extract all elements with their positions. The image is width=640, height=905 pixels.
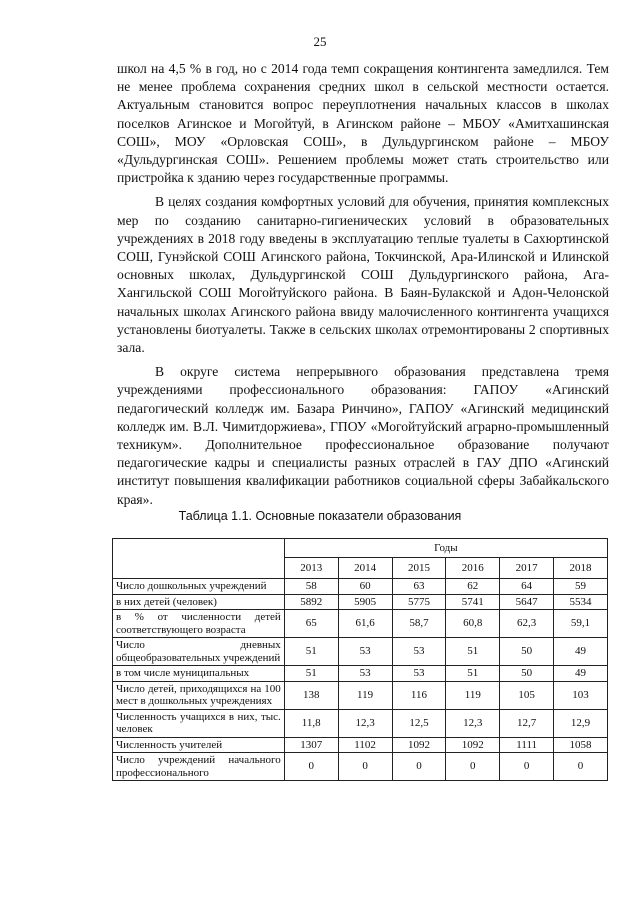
table-row — [113, 579, 608, 595]
table-cell: 60 — [338, 579, 392, 595]
row-label: Число дневных общеобразовательных учреждений — [113, 638, 285, 666]
table-cell: 51 — [446, 638, 500, 666]
body-text — [117, 60, 609, 509]
table-row — [113, 681, 608, 709]
year-header: 2018 — [554, 558, 608, 579]
table-cell: 62,3 — [500, 610, 554, 638]
table-cell: 63 — [392, 579, 446, 595]
table-cell: 1307 — [284, 737, 338, 753]
page-number: 25 — [313, 34, 327, 49]
table-cell: 12,3 — [338, 709, 392, 737]
table-cell: 59,1 — [554, 610, 608, 638]
row-label: в них детей (человек) — [113, 594, 285, 610]
row-label: Численность учащихся в них, тыс. человек — [113, 709, 285, 737]
table-cell: 51 — [446, 666, 500, 682]
table-cell: 64 — [500, 579, 554, 595]
table-cell: 49 — [554, 666, 608, 682]
table-cell: 0 — [500, 753, 554, 781]
table-cell: 0 — [338, 753, 392, 781]
table-cell: 1092 — [446, 737, 500, 753]
table-cell: 5741 — [446, 594, 500, 610]
year-header: 2016 — [446, 558, 500, 579]
table-cell: 12,9 — [554, 709, 608, 737]
year-header: 2017 — [500, 558, 554, 579]
table-cell: 119 — [338, 681, 392, 709]
table-cell: 5534 — [554, 594, 608, 610]
table-cell: 12,7 — [500, 709, 554, 737]
table-cell: 51 — [284, 666, 338, 682]
table-cell: 5775 — [392, 594, 446, 610]
paragraph: школ на 4,5 % в год, но с 2014 года темп сокращения контингента замедлился. Тем не менее проблема сохранения средних школ в сельской местности остается. Актуальным становится вопрос переуплотнения начальных классов в школах поселков Агинское и Могойтуй, в Агинском районе – МБОУ «Амитхашинская СОШ», МОУ «Орловская СОШ», в Дульдургинском районе – МБОУ «Дульдургинская СОШ». Решением проблемы может стать строительство или пристройка к зданию через государственные программы. — [117, 61, 609, 186]
table-cell: 53 — [392, 638, 446, 666]
table-cell: 1092 — [392, 737, 446, 753]
table-cell: 50 — [500, 666, 554, 682]
table-row — [113, 610, 608, 638]
table-cell: 0 — [284, 753, 338, 781]
table-cell: 116 — [392, 681, 446, 709]
table-cell: 53 — [392, 666, 446, 682]
year-header: 2015 — [392, 558, 446, 579]
table-body — [113, 579, 608, 781]
table-title: Таблица 1.1. Основные показатели образования — [178, 509, 462, 523]
table-cell: 58 — [284, 579, 338, 595]
row-label: в % от численности детей соответствующего возраста — [113, 610, 285, 638]
table-cell: 65 — [284, 610, 338, 638]
table-cell: 12,3 — [446, 709, 500, 737]
table-cell: 53 — [338, 666, 392, 682]
paragraph: В округе система непрерывного образования представлена тремя учреждениями профессионального образования: ГАПОУ «Агинский педагогический колледж им. Базара Ринчино», ГАПОУ «Агинский медицинский колледж им. В.Л. Чимитдоржиева», ГПОУ «Могойтуйский аграрно-промышленный техникум». Дополнительное профессиональное образование получают педагогические кадры и специалисты разных отраслей в ГАУ ДПО «Агинский институт повышения квалификации работников социальной сферы Забайкальского края». — [117, 364, 609, 507]
table-cell: 5905 — [338, 594, 392, 610]
paragraph: В целях создания комфортных условий для обучения, принятия комплексных мер по созданию санитарно-гигиенических условий в образовательных учреждениях в 2018 году введены в эксплуатацию теплые туалеты в Сахюртинской СОШ, Гунэйской СОШ Агинского района, Токчинской, Ара-Илинской и Илинской основных школах, Дульдургинской СОШ Дульдургинского района, Ага-Хангильской СОШ Могойтуйского района. В Баян-Булакской и Адон-Челонской начальных школах Агинского района ввиду малочисленного контингента учащихся установлены биотуалеты. Также в сельских школах отремонтированы 2 спортивных зала. — [117, 194, 609, 356]
row-label: Число дошкольных учреждений — [113, 579, 285, 595]
table-cell: 61,6 — [338, 610, 392, 638]
table-row — [113, 709, 608, 737]
table-cell: 60,8 — [446, 610, 500, 638]
row-label: Численность учителей — [113, 737, 285, 753]
year-header: 2014 — [338, 558, 392, 579]
table-cell: 58,7 — [392, 610, 446, 638]
table-row — [113, 638, 608, 666]
year-header: 2013 — [284, 558, 338, 579]
table-row — [113, 594, 608, 610]
table-cell: 138 — [284, 681, 338, 709]
table-cell: 1102 — [338, 737, 392, 753]
table-cell: 5892 — [284, 594, 338, 610]
table-cell: 1111 — [500, 737, 554, 753]
table-corner-cell — [113, 539, 285, 579]
education-indicators-table — [112, 538, 608, 781]
table-cell: 103 — [554, 681, 608, 709]
row-label: в том числе муниципальных — [113, 666, 285, 682]
table-row — [113, 666, 608, 682]
table-cell: 51 — [284, 638, 338, 666]
table-cell: 11,8 — [284, 709, 338, 737]
row-label: Число учреждений начального профессионального — [113, 753, 285, 781]
table-cell: 62 — [446, 579, 500, 595]
table-cell: 59 — [554, 579, 608, 595]
table-cell: 0 — [392, 753, 446, 781]
table-cell: 119 — [446, 681, 500, 709]
table-cell: 105 — [500, 681, 554, 709]
years-header: Годы — [284, 539, 607, 558]
table-cell: 53 — [338, 638, 392, 666]
table-cell: 12,5 — [392, 709, 446, 737]
table-cell: 50 — [500, 638, 554, 666]
table-row — [113, 737, 608, 753]
table-cell: 0 — [554, 753, 608, 781]
table-cell: 49 — [554, 638, 608, 666]
table-cell: 5647 — [500, 594, 554, 610]
table-row — [113, 753, 608, 781]
table-cell: 1058 — [554, 737, 608, 753]
table-cell: 0 — [446, 753, 500, 781]
row-label: Число детей, приходящихся на 100 мест в дошкольных учреждениях — [113, 681, 285, 709]
